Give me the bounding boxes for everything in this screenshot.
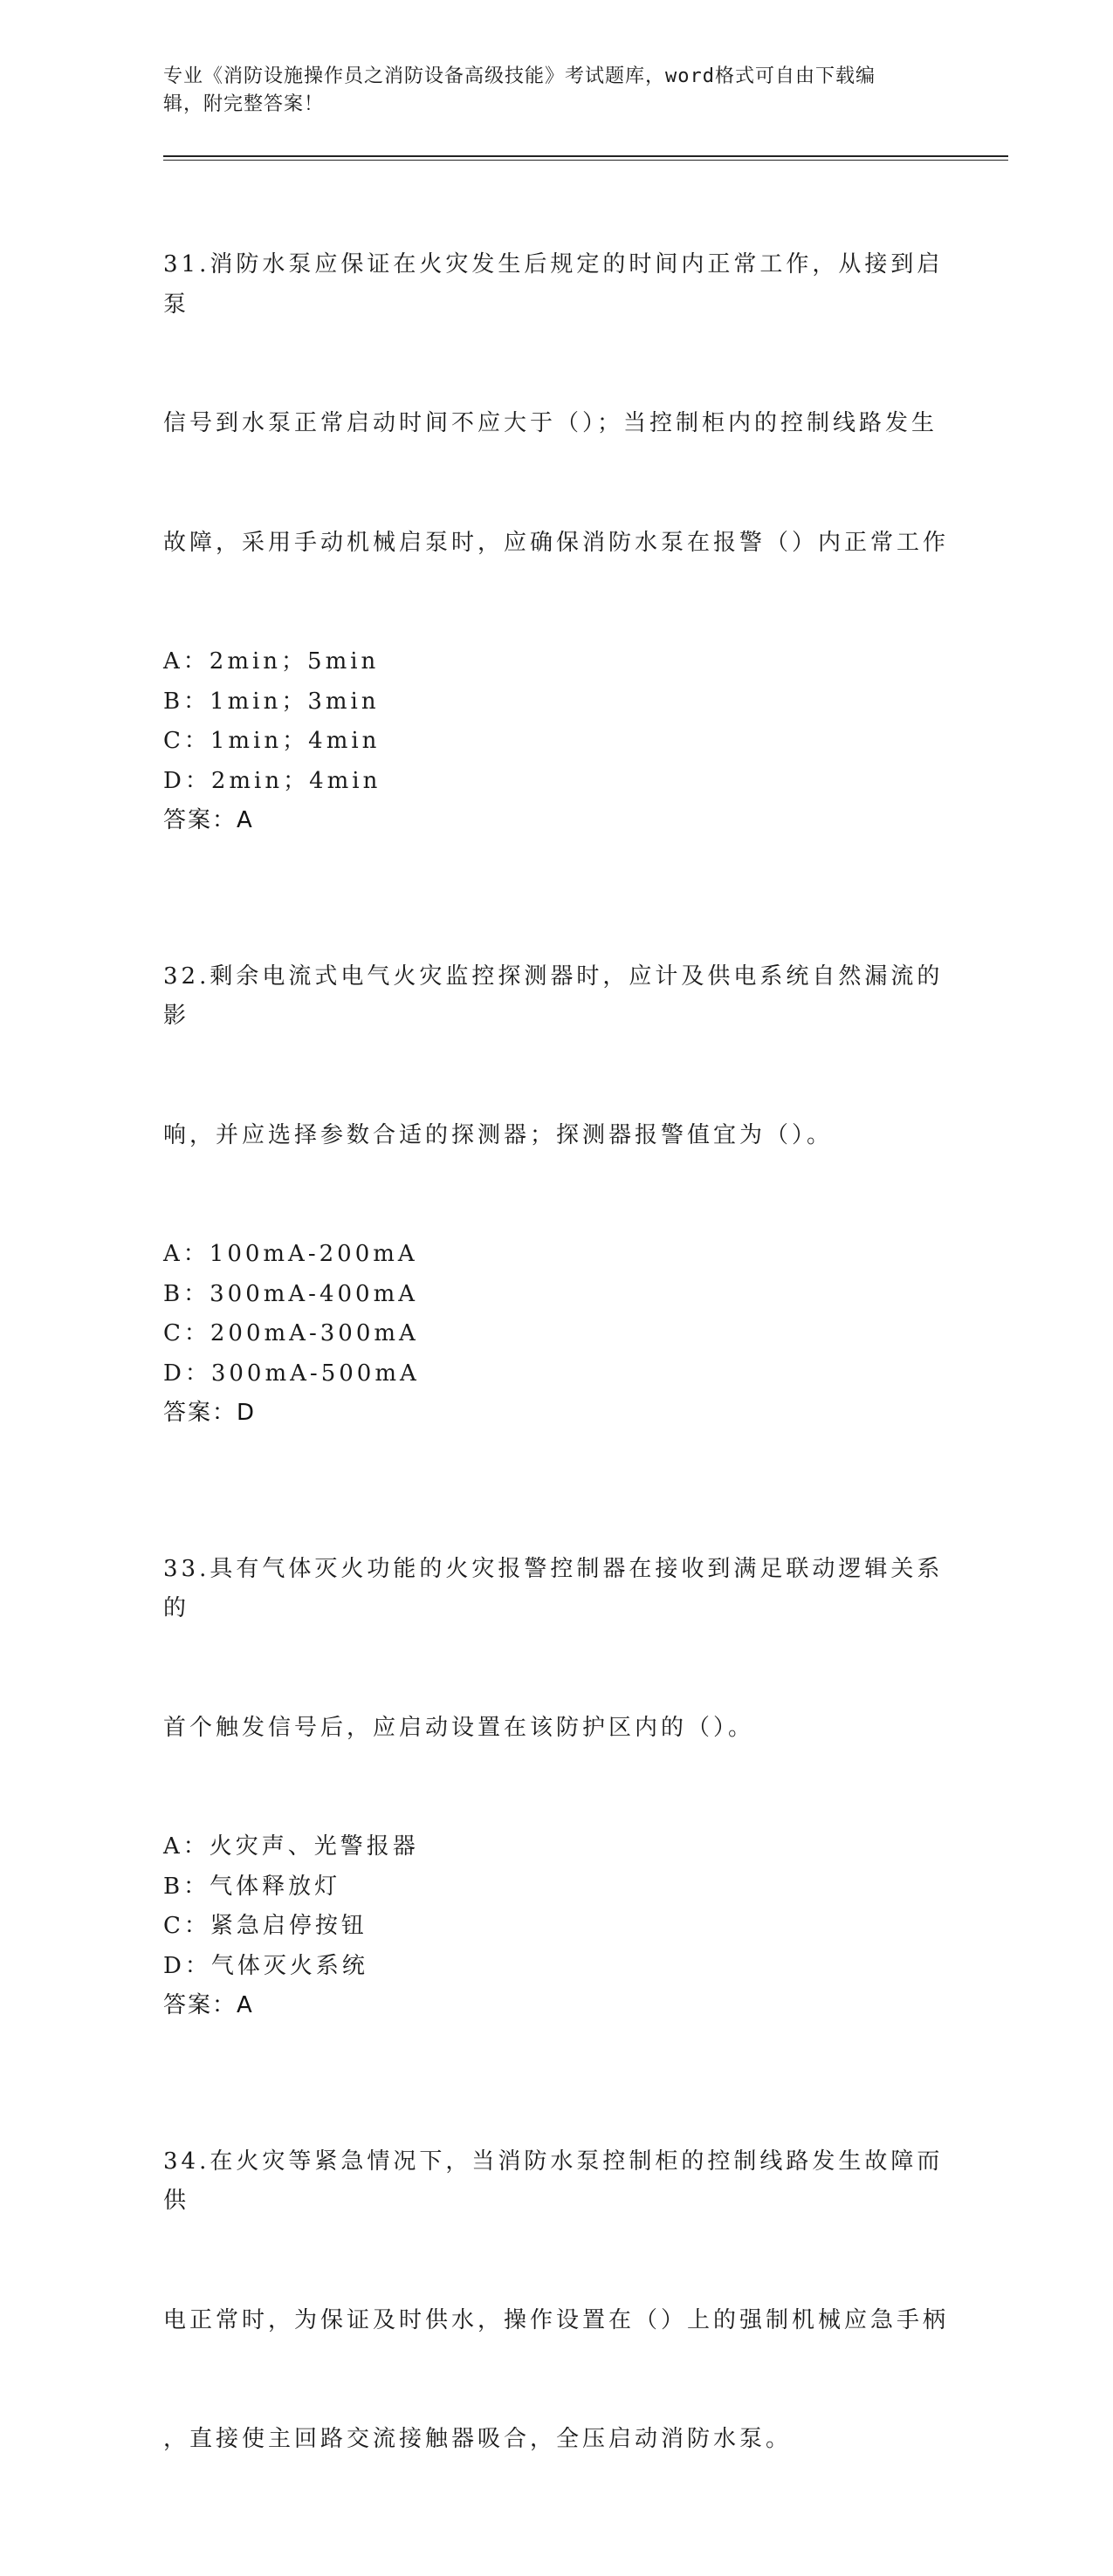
option-a: A：火灾声、光警报器 — [163, 1833, 419, 1860]
option-a: A：2min；5min — [163, 648, 380, 675]
option-c: C：1min；4min — [163, 728, 381, 754]
answer-value: D — [237, 1400, 257, 1426]
header-divider-thin — [163, 160, 1008, 161]
question-33 — [163, 1470, 949, 2026]
option-d: D：2min；4min — [163, 767, 381, 794]
question-31 — [163, 166, 949, 841]
stem-line: 首个触发信号后，应启动设置在该防护区内的（）。 — [163, 1714, 755, 1741]
answer-value: A — [237, 1992, 254, 2018]
question-stem — [163, 878, 949, 1236]
stem-line: 32.剩余电流式电气火灾监控探测器时，应计及供电系统自然漏流的影 — [163, 963, 944, 1029]
stem-line: 31.消防水泵应保证在火灾发生后规定的时间内正常工作，从接到启泵 — [163, 251, 944, 318]
answer-line — [163, 1394, 949, 1434]
question-32 — [163, 878, 949, 1434]
stem-line: 33.具有气体灭火功能的火灾报警控制器在接收到满足联动逻辑关系的 — [163, 1555, 944, 1621]
stem-line: ，直接使主回路交流接触器吸合，全压启动消防水泵。 — [163, 2426, 793, 2452]
stem-line: 响，并应选择参数合适的探测器；探测器报警值宜为（）。 — [163, 1121, 834, 1148]
option-b: B：1min；3min — [163, 688, 380, 715]
answer-value: A — [237, 807, 254, 833]
question-list — [163, 166, 949, 2576]
header-line-1: 专业《消防设施操作员之消防设备高级技能》考试题库，word格式可自由下载编 — [163, 65, 876, 87]
answer-line — [163, 1986, 949, 2026]
stem-line: 故障，采用手动机械启泵时，应确保消防水泵在报警（）内正常工作 — [163, 529, 950, 556]
option-d: D：300mA-500mA — [163, 1360, 420, 1387]
stem-line: 信号到水泵正常启动时间不应大于（）；当控制柜内的控制线路发生 — [163, 410, 938, 436]
header-line-2: 辑，附完整答案！ — [163, 93, 325, 115]
document-header — [163, 63, 931, 119]
question-34 — [163, 2063, 949, 2539]
answer-line — [163, 801, 949, 841]
question-stem — [163, 2063, 949, 2539]
option-a: A：100mA-200mA — [163, 1241, 418, 1267]
question-stem — [163, 166, 949, 642]
answer-label: 答案： — [163, 1400, 237, 1426]
answer-label: 答案： — [163, 807, 237, 833]
option-b: B：300mA-400mA — [163, 1280, 419, 1307]
question-stem — [163, 1470, 949, 1828]
stem-line: 电正常时，为保证及时供水，操作设置在（）上的强制机械应急手柄 — [163, 2306, 950, 2333]
option-c: C：紧急启停按钮 — [163, 1913, 368, 1939]
option-c: C：200mA-300mA — [163, 1320, 419, 1346]
option-d: D：气体灭火系统 — [163, 1952, 368, 1979]
option-b: B：气体释放灯 — [163, 1873, 341, 1900]
stem-line: 34.在火灾等紧急情况下，当消防水泵控制柜的控制线路发生故障而供 — [163, 2148, 944, 2214]
answer-label: 答案： — [163, 1992, 237, 2018]
header-divider-thick — [163, 155, 1008, 157]
